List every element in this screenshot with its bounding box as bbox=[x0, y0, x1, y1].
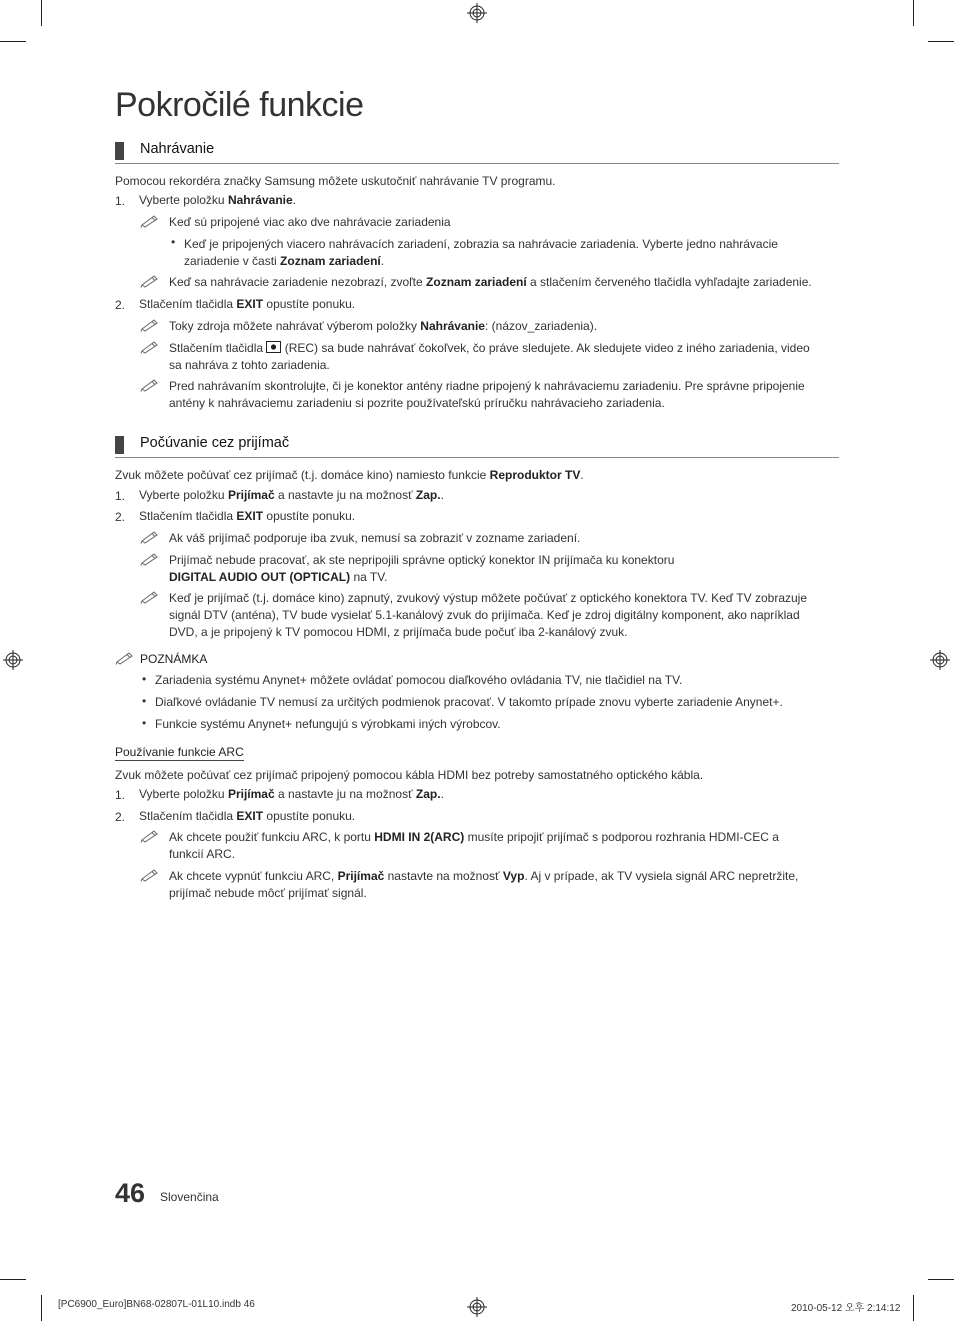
footer-date: 2010-05-12 오후 2:14:12 bbox=[791, 1303, 901, 1314]
crop-mark bbox=[0, 41, 26, 42]
note-text: prijímač nebude môcť prijímať signál. bbox=[169, 886, 367, 900]
footer-file: [PC6900_Euro]BN68-02807L-01L10.indb 46 bbox=[58, 1299, 255, 1310]
note-text: DIGITAL AUDIO OUT (OPTICAL) na TV. bbox=[169, 570, 388, 584]
note-text: DVD, a je pripojený k TV pomocou HDMI, z prijímača bude počuť iba 2-kanálový zvuk. bbox=[169, 625, 628, 639]
note-text: Ak váš prijímač podporuje iba zvuk, nemusí sa zobraziť v zozname zariadení. bbox=[169, 531, 581, 545]
note-text: Ak chcete použiť funkciu ARC, k portu HDMI IN 2(ARC) musíte pripojiť prijímač s podporou rozhrania HDMI-CEC a bbox=[169, 830, 779, 844]
note-pencil-icon bbox=[140, 868, 162, 882]
section-heading-text: Nahrávanie bbox=[140, 141, 215, 157]
note-heading: POZNÁMKA bbox=[140, 652, 208, 666]
crop-mark bbox=[913, 1295, 914, 1321]
bullet-text: Diaľkové ovládanie TV nemusí za určitých podmienok pracovať. V takomto prípade znovu vyberte zariadenie Anynet+. bbox=[155, 695, 783, 709]
note-text: Toky zdroja môžete nahrávať výberom položky Nahrávanie: (názov_zariadenia). bbox=[169, 319, 598, 333]
note-text: Ak chcete vypnúť funkciu ARC, Prijímač nastavte na možnosť Vyp. Aj v prípade, ak TV vysiela signál ARC nepretržite, bbox=[169, 869, 799, 883]
record-button-icon bbox=[266, 341, 281, 353]
page-title: Pokročilé funkcie bbox=[115, 86, 364, 124]
registration-mark-icon bbox=[3, 650, 23, 670]
bullet-marker: • bbox=[142, 672, 147, 686]
step-number: 1. bbox=[115, 194, 126, 208]
crop-mark bbox=[928, 41, 954, 42]
step-number: 2. bbox=[115, 298, 126, 312]
section-bar bbox=[115, 142, 124, 160]
step-number: 2. bbox=[115, 810, 126, 824]
note-text: funkcií ARC. bbox=[169, 847, 236, 861]
section-heading-pocuvanie bbox=[115, 433, 839, 458]
crop-mark bbox=[913, 0, 914, 26]
registration-mark-icon bbox=[467, 1297, 487, 1317]
step-text: Vyberte položku Nahrávanie. bbox=[139, 193, 296, 207]
note-pencil-icon bbox=[140, 829, 162, 843]
note-pencil-icon bbox=[140, 590, 162, 604]
step-text: Vyberte položku Prijímač a nastavte ju na možnosť Zap.. bbox=[139, 488, 444, 502]
paragraph: Pomocou rekordéra značky Samsung môžete uskutočniť nahrávanie TV programu. bbox=[115, 174, 556, 188]
bullet-marker: • bbox=[142, 694, 147, 708]
note-pencil-icon bbox=[140, 552, 162, 566]
note-pencil-icon bbox=[140, 530, 162, 544]
crop-mark bbox=[0, 1279, 26, 1280]
note-text: antény k nahrávaciemu zariadeniu si pozrite používateľskú príručku nahrávacieho zariadenia. bbox=[169, 396, 665, 410]
page-number: 46 bbox=[115, 1178, 146, 1208]
note-pencil-icon bbox=[115, 651, 137, 665]
note-text: sa nahráva z tohto zariadenia. bbox=[169, 358, 330, 372]
crop-mark bbox=[41, 1295, 42, 1321]
bullet-text: zariadenie v časti Zoznam zariadení. bbox=[184, 254, 385, 268]
section-heading-nahravanie bbox=[115, 139, 839, 164]
note-text: Keď sú pripojené viac ako dve nahrávacie zariadenia bbox=[169, 215, 451, 229]
note-text: Keď sa nahrávacie zariadenie nezobrazí, zvoľte Zoznam zariadení a stlačením červeného tlačidla vyhľadajte zariadenie. bbox=[169, 275, 812, 289]
note-pencil-icon bbox=[140, 214, 162, 228]
note-pencil-icon bbox=[140, 340, 162, 354]
paragraph: Zvuk môžete počúvať cez prijímač (t.j. domáce kino) namiesto funkcie Reproduktor TV. bbox=[115, 468, 584, 482]
step-text: Stlačením tlačidla EXIT opustíte ponuku. bbox=[139, 297, 356, 311]
subsection-heading-arc: Používanie funkcie ARC bbox=[115, 745, 244, 759]
note-text: Pred nahrávaním skontrolujte, či je konektor antény riadne pripojený k nahrávaciemu zariadeniu. Pre správne pripojenie bbox=[169, 379, 805, 393]
section-heading-text: Počúvanie cez prijímač bbox=[140, 435, 290, 451]
bullet-text: Funkcie systému Anynet+ nefungujú s výrobkami iných výrobcov. bbox=[155, 717, 501, 731]
bullet-marker: • bbox=[171, 235, 176, 249]
bullet-marker: • bbox=[142, 716, 147, 730]
paragraph: Zvuk môžete počúvať cez prijímač pripojený pomocou kábla HDMI bez potreby samostatného optického kábla. bbox=[115, 768, 704, 782]
step-number: 1. bbox=[115, 489, 126, 503]
crop-mark bbox=[41, 0, 42, 26]
bullet-text: Keď je pripojených viacero nahrávacích zariadení, zobrazia sa nahrávacie zariadenia. Vyberte jedno nahrávacie bbox=[184, 237, 778, 251]
step-text: Stlačením tlačidla EXIT opustíte ponuku. bbox=[139, 809, 356, 823]
note-pencil-icon bbox=[140, 378, 162, 392]
step-number: 2. bbox=[115, 510, 126, 524]
note-pencil-icon bbox=[140, 274, 162, 288]
note-text: signál DTV (anténa), TV bude vysielať 5.1-kanálový zvuk do prijímača. Keď je zdroj digitálny komponent, ako napríklad bbox=[169, 608, 800, 622]
bullet-text: Zariadenia systému Anynet+ môžete ovládať pomocou diaľkového ovládania TV, nie tlačidiel na TV. bbox=[155, 673, 683, 687]
step-text: Stlačením tlačidla EXIT opustíte ponuku. bbox=[139, 509, 356, 523]
note-text: Stlačením tlačidla (REC) sa bude nahrávať čokoľvek, čo práve sledujete. Ak sledujete video z iného zariadenia, video bbox=[169, 341, 810, 355]
note-pencil-icon bbox=[140, 318, 162, 332]
step-number: 1. bbox=[115, 788, 126, 802]
section-bar bbox=[115, 436, 124, 454]
step-text: Vyberte položku Prijímač a nastavte ju na možnosť Zap.. bbox=[139, 787, 444, 801]
note-text: Prijímač nebude pracovať, ak ste nepripojili správne optický konektor IN prijímača ku konektoru bbox=[169, 553, 675, 567]
registration-mark-icon bbox=[467, 3, 487, 23]
crop-mark bbox=[928, 1279, 954, 1280]
note-text: Keď je prijímač (t.j. domáce kino) zapnutý, zvukový výstup môžete počúvať z optického konektora TV. Keď TV zobrazuje bbox=[169, 591, 808, 605]
registration-mark-icon bbox=[930, 650, 950, 670]
page-language: Slovenčina bbox=[160, 1190, 219, 1204]
